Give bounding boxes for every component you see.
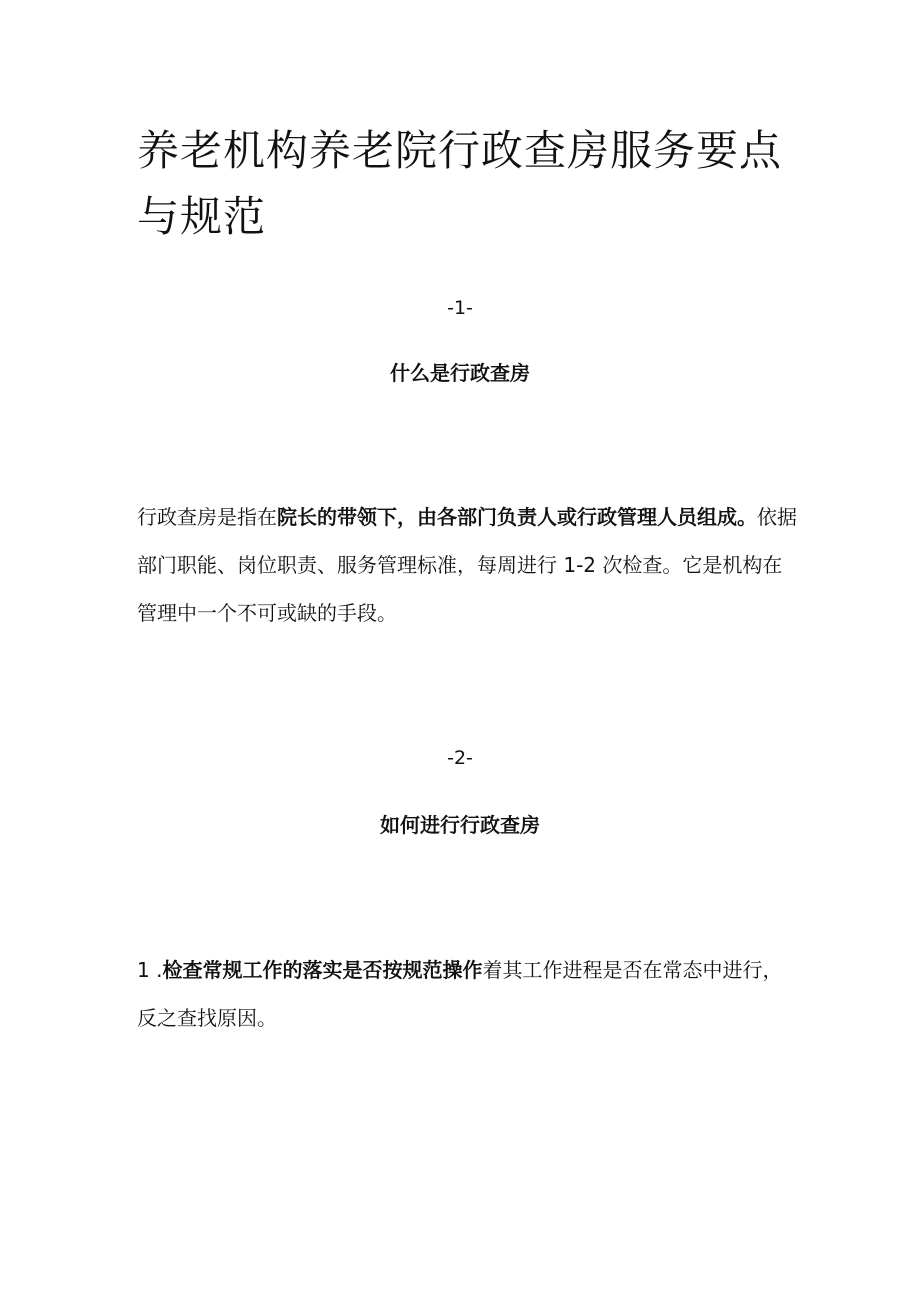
item-text-normal: 着其工作进程是否在常态中进行，反之查找原因。	[137, 958, 783, 1030]
section-1-paragraph	[137, 493, 797, 637]
item-prefix: 1 .	[137, 958, 163, 982]
section-heading-2: 如何进行行政查房	[380, 813, 540, 837]
section-2-item-1	[137, 946, 797, 1042]
section-heading-1: 什么是行政查房	[390, 361, 530, 385]
section-number-1: -1-	[447, 297, 473, 319]
para-text-bold: 院长的带领下，由各部门负责人或行政管理人员组成。	[277, 505, 757, 529]
section-number-2: -2-	[447, 747, 473, 769]
item-text-bold: 检查常规工作的落实是否按规范操作	[162, 958, 483, 982]
para-text-normal: 行政查房是指在	[137, 505, 277, 529]
document-title: 养老机构养老院行政查房服务要点与规范	[137, 126, 783, 241]
para-text-normal: 依据部门职能、岗位职责、服务管理标准，每周进行 1-2 次检查。它是机构在管理中一个不可或缺的手段。	[137, 505, 797, 625]
